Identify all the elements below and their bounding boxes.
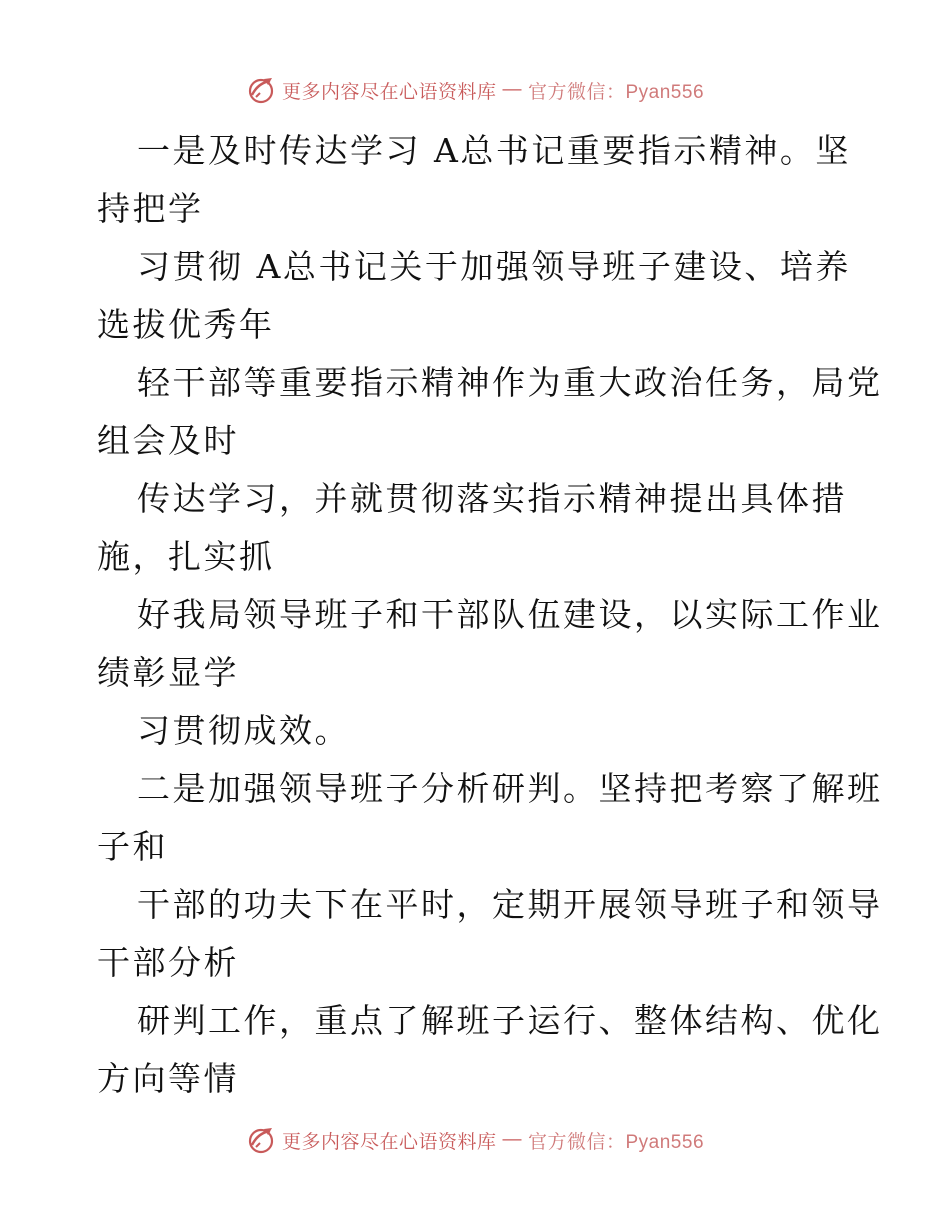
body-line: 干部分析 [97,943,239,982]
body-line: 一是及时传达学习 A总书记重要指示精神。坚 [137,131,851,170]
body-line: 干部的功夫下在平时，定期开展领导班子和领导 [137,885,883,924]
header-wechat-text: 官方微信：Pyan556 [528,81,705,103]
footer-site-text: 更多内容尽在心语资料库 [281,1131,497,1153]
body-line: 好我局领导班子和干部队伍建设，以实际工作业 [137,595,883,634]
footer-wechat-text: 官方微信：Pyan556 [528,1131,705,1153]
header-separator: — [502,79,522,100]
body-line: 习贯彻 A总书记关于加强领导班子建设、培养 [137,247,851,286]
body-line: 子和 [97,827,168,866]
body-line: 绩彰显学 [97,653,239,692]
header-watermark-banner [0,70,950,110]
footer-separator: — [502,1129,522,1150]
body-line: 二是加强领导班子分析研判。坚持把考察了解班 [137,769,883,808]
footer-watermark-banner [0,1120,950,1160]
header-site-text: 更多内容尽在心语资料库 [281,81,497,103]
body-line: 持把学 [97,189,204,228]
body-line: 方向等情 [97,1059,239,1098]
body-line: 习贯彻成效。 [137,711,350,750]
body-line: 选拔优秀年 [97,305,275,344]
footer-watermark [246,1125,704,1155]
document-body [97,122,883,1108]
pen-swirl-logo-icon [246,75,276,105]
body-line: 施，扎实抓 [97,537,275,576]
body-line: 轻干部等重要指示精神作为重大政治任务，局党 [137,363,883,402]
body-line: 研判工作，重点了解班子运行、整体结构、优化 [137,1001,883,1040]
pen-swirl-logo-icon [246,1125,276,1155]
body-line: 组会及时 [97,421,239,460]
body-line: 传达学习，并就贯彻落实指示精神提出具体措 [137,479,847,518]
header-watermark [246,75,704,105]
